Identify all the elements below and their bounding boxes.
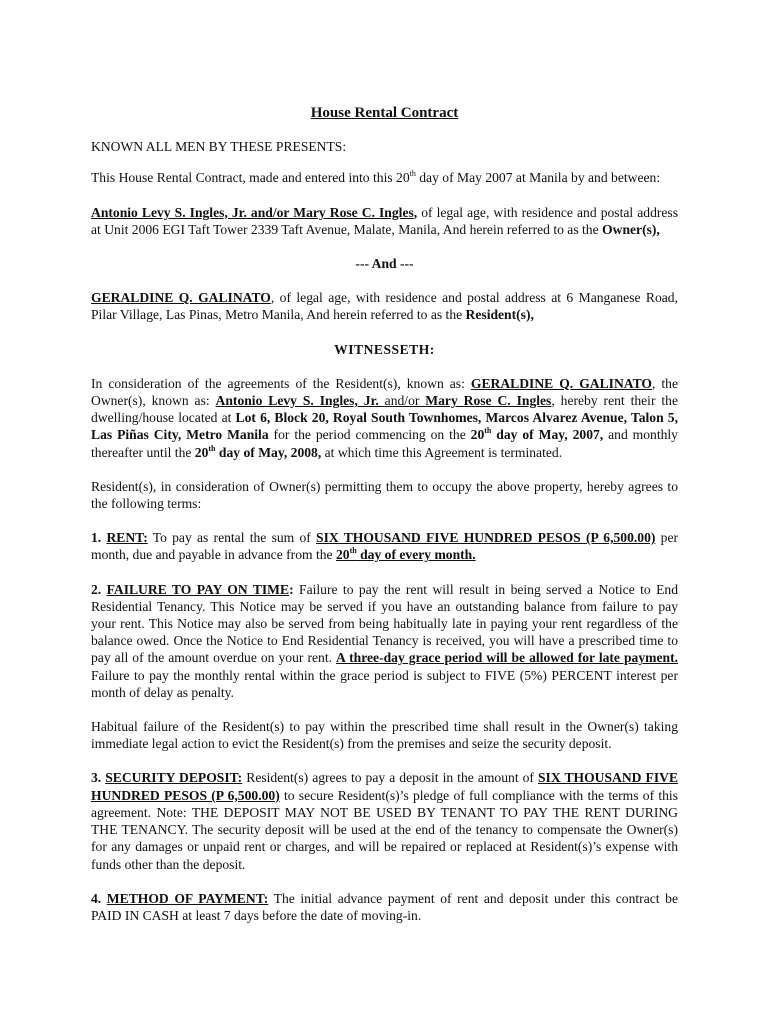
clause-payment: 4. METHOD OF PAYMENT: The initial advance payment of rent and deposit under this contract be PAID IN CASH at least 7 days before the date of moving-in. [91,890,678,923]
clause-rent-heading: RENT: [106,530,148,546]
habitual-failure-paragraph: Habitual failure of the Resident(s) to pay within the prescribed time shall result in the Owner(s) taking immediate legal action to evict the Resident(s) from the premises and seize the security deposit. [91,719,678,752]
end-date: 20th day of May, 2008, [194,443,322,460]
owner-role: Owner(s), [602,221,660,237]
consideration-resident-name: GERALDINE Q. GALINATO [470,375,652,391]
rent-due-day: 20th day of every month. [335,546,476,563]
consideration-owner-name-b: Mary Rose C. Ingles [425,393,552,409]
clause-rent: 1. RENT: To pay as rental the sum of SIX THOUSAND FIVE HUNDRED PESOS (P 6,500.00) per month, due and payable in advance from the 20th day of every month. [91,530,679,563]
clause-payment-heading: METHOD OF PAYMENT: [106,890,269,906]
clause-deposit-heading: SECURITY DEPOSIT: [105,770,243,786]
start-date: 20th day of May, 2007, [470,426,604,443]
deposit-amount: SIX THOUSAND FIVE HUNDRED PESOS (P 6,500.00) [91,770,679,803]
terms-intro: Resident(s), in consideration of Owner(s) permitting them to occupy the above property, hereby agrees to the following terms: [91,478,678,512]
resident-role: Resident(s), [465,307,534,323]
and-separator: --- And --- [355,256,414,272]
owner-name: Antonio Levy S. Ingles, Jr. and/or Mary Rose C. Ingles [91,204,414,220]
clause-failure: 2. FAILURE TO PAY ON TIME: Failure to pay the rent will result in being served a Notice to End Residential Tenancy. This Notice may be served if you have an outstanding balance from failure to pay your rent. This Notice may also be served from being habitually late in paying your rent regardless of the balance owed. Once the Notice to End Residential Tenancy is received, you will have a prescribed time to pay all of the amount overdue on your rent. A three-day grace period will be allowed for late payment. Failure to pay the monthly rental within the grace period is subject to FIVE (5%) PERCENT interest per month of delay as penalty. [91,581,678,700]
contract-opening: This House Rental Contract, made and entered into this 20th day of May 2007 at Manila by and between: [91,169,661,186]
grace-period-note: A three-day grace period will be allowed for late payment. [336,650,678,666]
clause-deposit: 3. SECURITY DEPOSIT: Resident(s) agrees to pay a deposit in the amount of SIX THOUSAND FIVE HUNDRED PESOS (P 6,500.00) to secure Resident(s)’s pledge of full compliance with the terms of this agreement. Note: THE DEPOSIT MAY NOT BE USED BY TENANT TO PAY THE RENT DURING THE TENANCY. The security deposit will be used at the end of the tenancy to compensate the Owner(s) for any damages or unpaid rent or charges, and will be repaired or replaced at Resident(s)’s expense with funds other than the deposit. [91,770,679,872]
rent-amount: SIX THOUSAND FIVE HUNDRED PESOS (P 6,500.00) [316,530,656,546]
intro-line: KNOWN ALL MEN BY THESE PRESENTS: [91,139,347,155]
document-body [91,105,678,924]
document-title: House Rental Contract [310,105,459,121]
clause-failure-heading: FAILURE TO PAY ON TIME [106,581,290,597]
resident-paragraph: GERALDINE Q. GALINATO, of legal age, with residence and postal address at 6 Manganese Road, Pilar Village, Las Pinas, Metro Manila, And herein referred to as the Resident(s), [91,290,679,323]
property-location: Lot 6, Block 20, Royal South Townhomes, Marcos Alvarez Avenue, Talon 5, Las Piñas City, Metro Manila [91,410,678,443]
witnesseth-heading: WITNESSETH: [334,341,435,357]
resident-name: GERALDINE Q. GALINATO [91,290,271,306]
consideration-paragraph: In consideration of the agreements of the Resident(s), known as: GERALDINE Q. GALINATO, the Owner(s), known as: Antonio Levy S. Ingles, Jr. and/or Mary Rose C. Ingles, hereby rent their the dwelling/house located at Lot 6, Block 20, Royal South Townhomes, Marcos Alvarez Avenue, Talon 5, Las Piñas City, Metro Manila for the period commencing on the 20th day of May, 2007, and monthly thereafter until the 20th day of May, 2008, at which time this Agreement is terminated. [91,375,679,460]
owner-paragraph: Antonio Levy S. Ingles, Jr. and/or Mary Rose C. Ingles, of legal age, with residence and postal address at Unit 2006 EGI Taft Tower 2339 Taft Avenue, Malate, Manila, And herein referred to as the Owner(s), [91,204,679,237]
consideration-owner-name-a: Antonio Levy S. Ingles, Jr. [215,393,379,409]
